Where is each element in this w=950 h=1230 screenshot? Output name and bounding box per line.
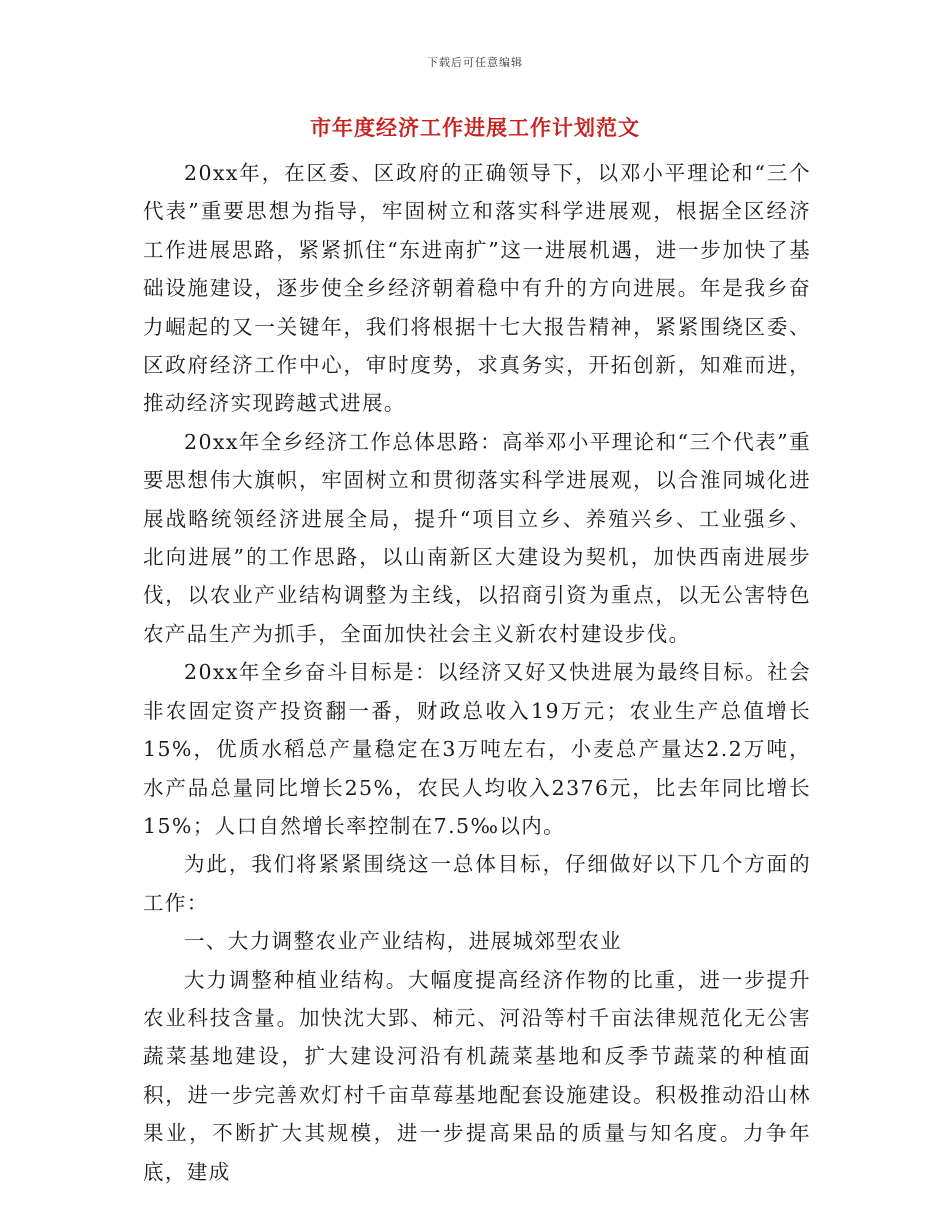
paragraph-planting-structure: 大力调整种植业结构。大幅度提高经济作物的比重，进一步提升农业科技含量。加快沈大郢、柿元、河沿等村千亩法律规范化无公害蔬菜基地建设，扩大建设河沿有机蔬菜基地和反季节蔬菜的种植面积，进一步完善欢灯村千亩草莓基地配套设施建设。积极推动沿山林果业，不断扩大其规模，进一步提高果品的质量与知名度。力争年底，建成 xyxy=(143,967,811,1184)
section-heading-1: 一、大力调整农业产业结构，进展城郊型农业 xyxy=(184,929,622,954)
document-body xyxy=(143,154,811,1191)
paragraph-goals: 20xx年全乡奋斗目标是：以经济又好又快进展为最终目标。社会非农固定资产投资翻一番，财政总收入19万元；农业生产总值增长15%，优质水稻总产量稳定在3万吨左右，小麦总产量达2.2万吨，水产品总量同比增长25%，农民人均收入2376元，比去年同比增长15%；人口自然增长率控制在7.5‰以内。 xyxy=(143,660,811,838)
page-title: 市年度经济工作进展工作计划范文 xyxy=(310,115,640,140)
paragraph-transition: 为此，我们将紧紧围绕这一总体目标，仔细做好以下几个方面的工作： xyxy=(143,852,811,915)
paragraph-overall-approach: 20xx年全乡经济工作总体思路：高举邓小平理论和“三个代表”重要思想伟大旗帜，牢固树立和贯彻落实科学进展观，以合淮同城化进展战略统领经济进展全局，提升“项目立乡、养殖兴乡、工业强乡、北向进展”的工作思路，以山南新区大建设为契机，加快西南进展步伐，以农业产业结构调整为主线，以招商引资为重点，以无公害特色农产品生产为抓手，全面加快社会主义新农村建设步伐。 xyxy=(143,429,811,646)
header-note: 下载后可任意编辑 xyxy=(427,56,523,69)
paragraph-intro: 20xx年，在区委、区政府的正确领导下，以邓小平理论和“三个代表”重要思想为指导，牢固树立和落实科学进展观，根据全区经济工作进展思路，紧紧抓住“东进南扩”这一进展机遇，进一步加快了基础设施建设，逐步使全乡经济朝着稳中有升的方向进展。年是我乡奋力崛起的又一关键年，我们将根据十七大报告精神，紧紧围绕区委、区政府经济工作中心，审时度势，求真务实，开拓创新，知难而进，推动经济实现跨越式进展。 xyxy=(143,161,811,416)
